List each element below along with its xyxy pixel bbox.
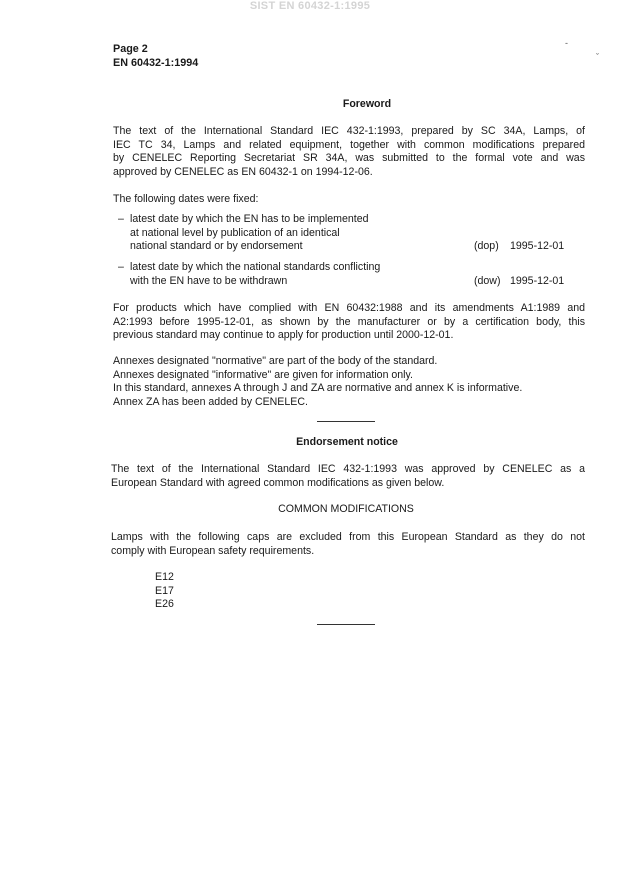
text-line: previous standard may continue to apply for production until 2000-12-01. <box>113 329 454 341</box>
text-line: Lamps with the following caps are excluded from this European Standard as they do not <box>111 531 585 543</box>
text-line: approved by CENELEC as EN 60432-1 on 1994-12-06. <box>113 165 373 178</box>
text-line: Annex ZA has been added by CENELEC. <box>113 395 308 408</box>
page-number: Page 2 <box>113 43 148 55</box>
dates-item-text <box>130 261 380 288</box>
text-line: latest date by which the national standards conflicting <box>130 261 381 273</box>
text-line: national standard or by endorsement <box>130 240 303 252</box>
cap-item: E17 <box>155 584 174 597</box>
text-line: by CENELEC Reporting Secretariat SR 34A, was submitted to the formal vote and was <box>113 152 585 164</box>
date-value: 1995-12-01 <box>510 275 565 287</box>
text-line: with the EN have to be withdrawn <box>130 274 288 287</box>
date-code: (dop) <box>474 240 499 252</box>
common-modifications-title: COMMON MODIFICATIONS <box>278 503 414 515</box>
dash-bullet: – <box>118 261 124 273</box>
text-line: European Standard with agreed common modifications as given below. <box>111 476 445 489</box>
standard-number: EN 60432-1:1994 <box>113 57 199 69</box>
text-line: Annexes designated "informative" are given for information only. <box>113 368 413 381</box>
watermark: SIST EN 60432-1:1995 <box>249 0 371 12</box>
date-value: 1995-12-01 <box>510 240 565 252</box>
scan-mark: ˇ <box>596 52 599 62</box>
date-code: (dow) <box>474 275 501 287</box>
text-line: The text of the International Standard IEC 432-1:1993 was approved by CENELEC as a <box>111 463 585 475</box>
text-line: comply with European safety requirements. <box>111 544 315 557</box>
endorsement-paragraph <box>111 463 585 490</box>
text-line: In this standard, annexes A through J and ZA are normative and annex K is informative. <box>113 382 523 394</box>
dates-item-text <box>130 213 369 254</box>
products-paragraph <box>113 302 585 343</box>
lamps-paragraph <box>111 531 585 558</box>
dates-intro: The following dates were fixed: <box>113 193 259 205</box>
text-line: Annexes designated "normative" are part of the body of the standard. <box>113 355 438 367</box>
dash-bullet: – <box>118 213 124 225</box>
caps-list <box>155 571 174 612</box>
text-line: The text of the International Standard IEC 432-1:1993, prepared by SC 34A, Lamps, of <box>113 125 585 137</box>
annexes-paragraph <box>113 355 585 409</box>
foreword-paragraph <box>113 125 585 179</box>
foreword-title: Foreword <box>342 98 392 110</box>
cap-item: E26 <box>155 598 174 610</box>
text-line: A2:1993 before 1995-12-01, as shown by the manufacturer or by a certification body, this <box>113 315 585 328</box>
end-divider <box>317 624 375 625</box>
text-line: at national level by publication of an identical <box>130 226 340 239</box>
text-line: For products which have complied with EN 60432:1988 and its amendments A1:1989 and <box>113 302 585 314</box>
text-line: latest date by which the EN has to be implemented <box>130 213 369 225</box>
text-line: IEC TC 34, Lamps and related equipment, together with common modifications prepared <box>113 138 585 151</box>
scan-mark: - <box>565 38 568 48</box>
endorsement-title: Endorsement notice <box>296 436 398 448</box>
cap-item: E12 <box>155 571 174 583</box>
section-divider <box>317 421 375 422</box>
